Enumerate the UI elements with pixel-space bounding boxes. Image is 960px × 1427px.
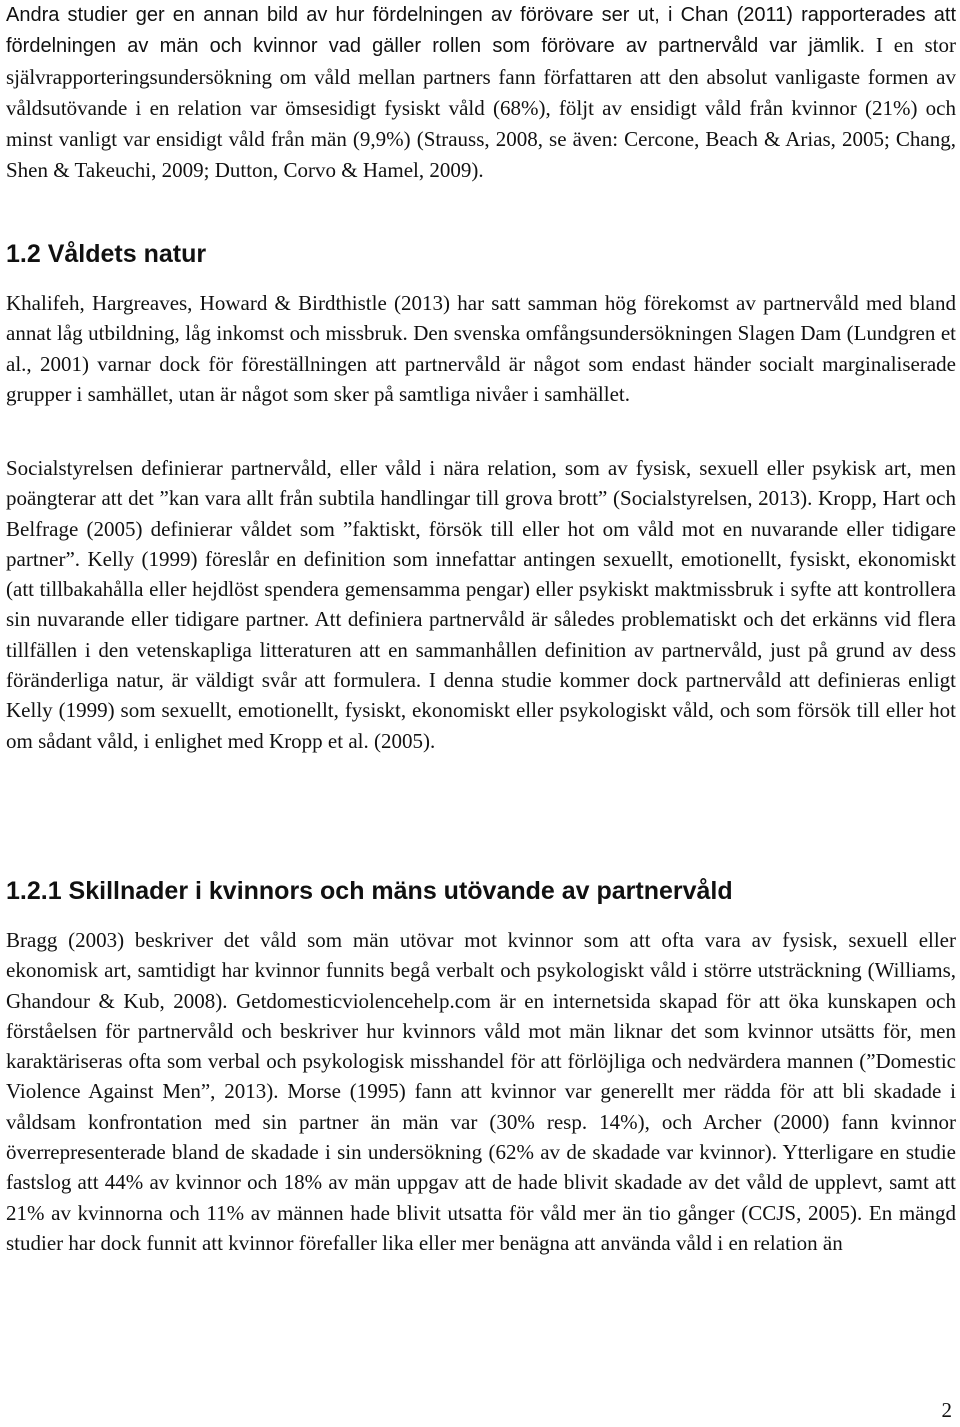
paragraph-intro (6, 0, 956, 187)
paragraph-intro-serif: I en stor självrapporteringsundersökning om våld mellan partners fann författaren att den absolut vanligaste formen av våldsutövande i en relation var ömsesidigt fysiskt våld (68%), följt av ensidigt våld från kvinnor (21%) och minst vanligt var ensidigt våld från män (9,9%) (Strauss, 2008, se även: Cercone, Beach & Arias, 2005; Chang, Shen & Takeuchi, 2009; Dutton, Corvo & Hamel, 2009). (6, 33, 956, 183)
paragraph-intro-sans: Andra studier ger en annan bild av hur fördelningen av förövare ser ut, i Chan (2011) rapporterades att fördelningen av män och kvinnor vad gäller rollen som förövare av partnervåld var jämlik. (6, 4, 956, 58)
paragraph-socialstyrelsen: Socialstyrelsen definierar partnervåld, eller våld i nära relation, som av fysisk, sexuell eller psykisk art, men poängterar att det ”kan vara allt från subtila handlingar till grova brott” (Socialstyrelsen, 2013). Kropp, Hart och Belfrage (2005) definierar våldet som ”faktiskt, försök till eller hot om våld mot en nuvarande eller tidigare partner”. Kelly (1999) föreslår en definition som innefattar antingen sexuellt, emotionellt, fysiskt, ekonomiskt (att tillbakahålla eller hejdlöst spendera gemensamma pengar) eller psykiskt maktmissbruk i syfte att kontrollera sin nuvarande eller tidigare partner. Att definiera partnervåld är således problematiskt och det erkänns vid flera tillfällen i den vetenskapliga litteraturen att en sammanhållen definition av partnervåld, just på grund av dess föränderliga natur, är väldigt svår att formulera. I denna studie kommer dock partnervåld att definieras enligt Kelly (1999) som sexuellt, emotionellt, fysiskt, ekonomiskt eller psykologiskt våld, och som försök till eller hot om sådant våld, i enlighet med Kropp et al. (2005). (6, 456, 956, 753)
section-heading-1-2-1: 1.2.1 Skillnader i kvinnors och mäns utövande av partnervåld (6, 877, 733, 905)
page-number: 2 (941, 1398, 952, 1422)
paragraph-khalifeh: Khalifeh, Hargreaves, Howard & Birdthistle (2013) har satt samman hög förekomst av partnervåld med bland annat låg utbildning, låg inkomst och missbruk. Den svenska omfångsundersökningen Slagen Dam (Lundgren et al., 2001) varnar dock för föreställningen att partnervåld är något som endast händer socialt marginaliserade grupper i samhället, utan är något som sker på samtliga nivåer i samhället. (6, 291, 956, 406)
section-heading-1-2: 1.2 Våldets natur (6, 240, 207, 268)
paragraph-bragg: Bragg (2003) beskriver det våld som män utövar mot kvinnor som att ofta vara av fysisk, sexuell eller ekonomisk art, samtidigt har kvinnor funnits begå verbalt och psykologiskt våld i större utsträckning (Williams, Ghandour & Kub, 2008). Getdomesticviolencehelp.com är en internetsida skapad för att öka kunskapen och förståelsen för partnervåld och beskriver hur kvinnors våld mot män liknar det som kvinnor utsätts för, men karaktäriseras ofta som verbal och psykologisk misshandel för att förlöjliga och nedvärdera mannen (”Domestic Violence Against Men”, 2013). Morse (1995) fann att kvinnor var generellt mer rädda för att bli skadade i våldsam konfrontation med sin partner än män var (30% resp. 14%), och Archer (2000) fann kvinnor överrepresenterade bland de skadade i sin undersökning (62% av de skadade var kvinnor). Ytterligare en studie fastslog att 44% av kvinnor och 18% av män uppgav att de hade blivit skadade av det våld de upplevt, samt att 21% av kvinnorna och 11% av männen hade blivit utsatta för våld mer än tio gånger (CCJS, 2005). En mängd studier har dock funnit att kvinnor förefaller lika eller mer benägna att använda våld i en relation än (6, 928, 956, 1255)
